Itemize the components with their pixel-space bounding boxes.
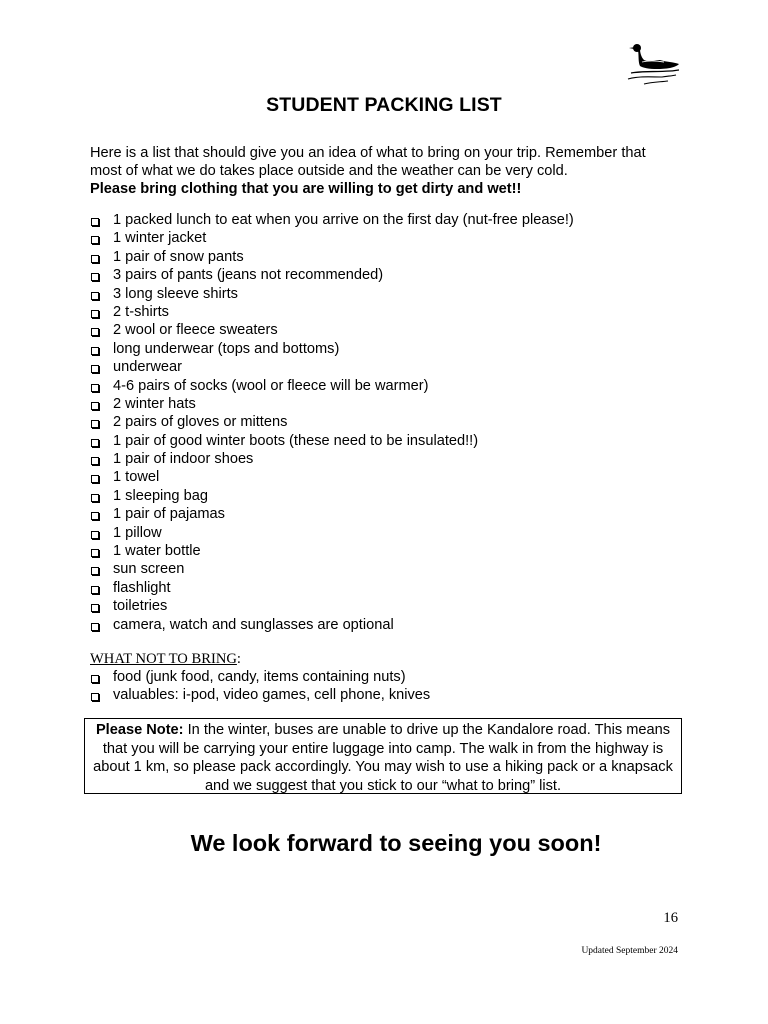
checkbox-icon bbox=[91, 384, 99, 392]
checkbox-icon bbox=[91, 365, 99, 373]
packing-list-item bbox=[90, 413, 574, 431]
checkbox-icon bbox=[91, 439, 99, 447]
packing-list bbox=[90, 211, 574, 634]
packing-list-item bbox=[90, 248, 574, 266]
packing-list-item-text: camera, watch and sunglasses are optional bbox=[113, 616, 394, 633]
checkbox-icon bbox=[91, 475, 99, 483]
packing-list-item bbox=[90, 377, 574, 395]
note-label: Please Note: bbox=[95, 722, 184, 738]
packing-list-item-text: flashlight bbox=[113, 579, 171, 596]
closing-message: We look forward to seeing you soon! bbox=[190, 830, 602, 856]
checkbox-icon bbox=[91, 531, 99, 539]
packing-list-item-text: 1 towel bbox=[113, 469, 160, 486]
not-bring-heading-text: WHAT NOT TO BRING bbox=[90, 651, 237, 667]
packing-list-item-text: 1 packed lunch to eat when you arrive on the first day (nut-free please!) bbox=[113, 212, 574, 228]
packing-list-item-text: underwear bbox=[113, 359, 182, 376]
packing-list-item-text: 1 pair of pajamas bbox=[113, 506, 225, 523]
packing-list-item bbox=[90, 524, 574, 542]
packing-list-item-text: 2 winter hats bbox=[113, 395, 196, 412]
packing-list-item bbox=[90, 395, 574, 413]
checkbox-icon bbox=[91, 328, 99, 336]
updated-date: Updated September 2024 bbox=[581, 946, 678, 956]
not-bring-heading-colon: : bbox=[236, 651, 241, 667]
checkbox-icon bbox=[91, 567, 99, 575]
page-number: 16 bbox=[663, 910, 678, 926]
checkbox-icon bbox=[91, 236, 99, 244]
packing-list-item-text: toiletries bbox=[113, 598, 168, 615]
packing-list-item bbox=[90, 229, 574, 247]
checkbox-icon bbox=[91, 604, 99, 612]
packing-list-item bbox=[90, 432, 574, 450]
packing-list-item bbox=[90, 285, 574, 303]
checkbox-icon bbox=[91, 402, 99, 410]
page-title: STUDENT PACKING LIST bbox=[266, 94, 502, 116]
packing-list-item-text: 3 pairs of pants (jeans not recommended) bbox=[113, 267, 384, 284]
packing-list-item-text: 1 pair of indoor shoes bbox=[113, 451, 254, 468]
loon-icon bbox=[624, 38, 680, 86]
packing-list-item bbox=[90, 616, 574, 634]
checkbox-icon bbox=[91, 273, 99, 281]
checkbox-icon bbox=[91, 255, 99, 263]
packing-list-item-text: 2 wool or fleece sweaters bbox=[113, 322, 278, 339]
packing-list-item-text: 1 pillow bbox=[113, 524, 162, 541]
packing-list-item bbox=[90, 321, 574, 339]
checkbox-icon bbox=[91, 457, 99, 465]
packing-list-item bbox=[90, 560, 574, 578]
packing-list-item-text: 1 pair of good winter boots (these need to be insulated!!) bbox=[113, 432, 479, 449]
not-bring-list bbox=[90, 668, 430, 705]
intro-line-1: Here is a list that should give you an idea of what to bring on your trip. Remember that bbox=[90, 145, 646, 161]
packing-list-item-text: 1 water bottle bbox=[113, 543, 201, 560]
packing-list-item-text: 3 long sleeve shirts bbox=[113, 285, 238, 302]
packing-list-item-text: 1 winter jacket bbox=[113, 230, 207, 247]
note-box bbox=[84, 718, 682, 794]
packing-list-item bbox=[90, 579, 574, 597]
intro-paragraph bbox=[90, 144, 690, 198]
packing-list-item bbox=[90, 340, 574, 358]
packing-list-item-text: 4-6 pairs of socks (wool or fleece will be warmer) bbox=[113, 377, 429, 394]
note-text: In the winter, buses are unable to drive up the Kandalore road. This means that you will be carrying your entire luggage into camp. The walk in from the highway is about 1 km, so please pack accordingly. You may wish to use a hiking pack or a knapsack and we suggest that you stick to our “what to bring” list. bbox=[93, 722, 673, 794]
checkbox-icon bbox=[91, 586, 99, 594]
packing-list-item bbox=[90, 505, 574, 523]
packing-list-item bbox=[90, 450, 574, 468]
packing-list-item-text: 2 t-shirts bbox=[113, 303, 169, 320]
checkbox-icon bbox=[91, 549, 99, 557]
checkbox-icon bbox=[91, 675, 99, 683]
not-bring-item bbox=[90, 686, 430, 704]
packing-list-item-text: 1 sleeping bag bbox=[113, 487, 208, 504]
checkbox-icon bbox=[91, 512, 99, 520]
packing-list-item-text: long underwear (tops and bottoms) bbox=[113, 340, 340, 357]
packing-list-item bbox=[90, 266, 574, 284]
packing-list-item bbox=[90, 303, 574, 321]
packing-list-item-text: 2 pairs of gloves or mittens bbox=[113, 414, 288, 431]
packing-list-item bbox=[90, 211, 574, 229]
packing-list-item bbox=[90, 542, 574, 560]
packing-list-item bbox=[90, 358, 574, 376]
checkbox-icon bbox=[91, 693, 99, 701]
not-bring-item bbox=[90, 668, 430, 686]
packing-list-item bbox=[90, 487, 574, 505]
packing-list-item-text: 1 pair of snow pants bbox=[113, 248, 244, 265]
checkbox-icon bbox=[91, 310, 99, 318]
checkbox-icon bbox=[91, 494, 99, 502]
packing-list-item bbox=[90, 597, 574, 615]
packing-list-item bbox=[90, 468, 574, 486]
checkbox-icon bbox=[91, 292, 99, 300]
intro-line-2: most of what we do takes place outside and the weather can be very cold. bbox=[90, 163, 568, 179]
not-bring-heading bbox=[90, 650, 241, 668]
intro-bold-line: Please bring clothing that you are willing to get dirty and wet!! bbox=[90, 181, 522, 197]
checkbox-icon bbox=[91, 623, 99, 631]
not-bring-item-text: food (junk food, candy, items containing nuts) bbox=[113, 669, 406, 685]
checkbox-icon bbox=[91, 420, 99, 428]
checkbox-icon bbox=[91, 347, 99, 355]
packing-list-item-text: sun screen bbox=[113, 561, 185, 578]
checkbox-icon bbox=[91, 218, 99, 226]
not-bring-item-text: valuables: i-pod, video games, cell phone, knives bbox=[113, 687, 431, 704]
